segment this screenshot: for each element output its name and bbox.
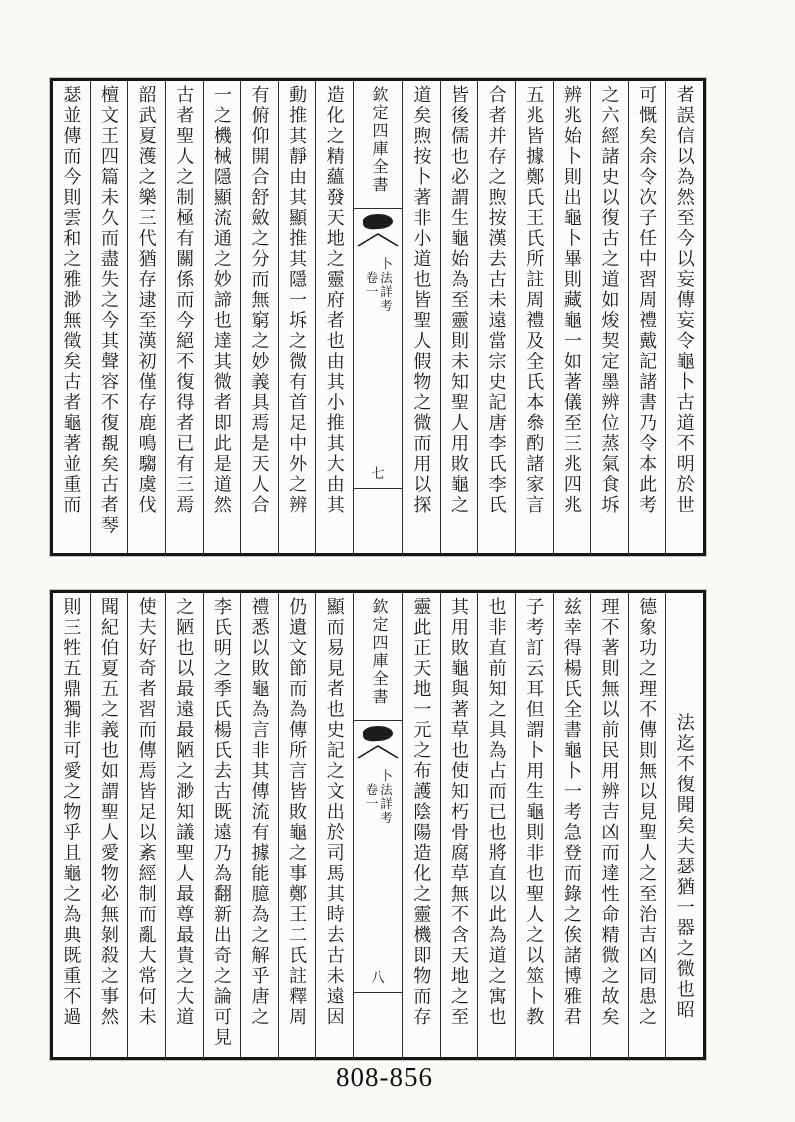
text-column <box>553 593 591 1057</box>
text-column <box>590 81 628 553</box>
column-text: 之六經諸史以復古之道如焌契定墨辨位蒸氣食坼 <box>599 85 620 516</box>
column-text: 聞紀伯夏五之義也如謂聖人愛物必無剝殺之事然 <box>98 597 119 1028</box>
text-column <box>53 81 90 553</box>
text-column <box>553 81 591 553</box>
column-text: 古者聖人之制極有關係而今絕不復得者已有三焉 <box>174 85 195 516</box>
ink-blob-mark <box>363 725 394 742</box>
fishtail-chevron-icon <box>356 743 400 759</box>
spine-rule <box>354 992 402 993</box>
text-column <box>403 593 440 1057</box>
series-title-box <box>354 593 402 721</box>
text-column <box>665 81 703 553</box>
column-text: 瑟並傳而今則雲和之雅渺無徵矣古者龜著並重而 <box>61 85 82 516</box>
text-column <box>590 593 628 1057</box>
text-column <box>203 81 241 553</box>
text-column <box>127 593 165 1057</box>
spine-rule <box>354 488 402 489</box>
text-column <box>403 81 440 553</box>
ink-blob-mark <box>363 213 394 230</box>
column-text: 檀文王四篇未久而盡失之今其聲容不復覩矣古者琴 <box>98 85 119 536</box>
column-text: 子考訂云耳但謂卜用生龜則非也聖人之以筮卜教 <box>524 597 545 1028</box>
folio-number: 七 <box>371 465 385 481</box>
column-text: 造化之精蘊發天地之靈府者也由其小推其大由其 <box>324 85 345 516</box>
column-text: 則三牲五鼎獨非可愛之物乎且龜之為典既重不過 <box>61 597 82 1028</box>
text-column <box>90 81 128 553</box>
column-text: 法迄不復聞矣夫瑟猶一器之微也昭 <box>674 713 695 1021</box>
folio-upper-left-columns <box>53 81 353 553</box>
folio-lower-left-columns <box>53 593 353 1057</box>
catalog-page-number: 808-856 <box>336 1062 433 1092</box>
column-text: 皆後儒也必謂生龜始為至靈則未知聖人用敗龜之 <box>448 85 469 516</box>
column-text: 理不著則無以前民用辨吉凶而達性命精微之故矣 <box>599 597 620 1028</box>
column-text: 合者并存之煦按漢去古未遠當宗史記唐李氏李氏 <box>486 85 507 516</box>
column-text: 其用敗龜與著草也使知朽骨腐草無不含天地之至 <box>448 597 469 1028</box>
column-text: 兹幸得楊氏全書龜卜一考急登而錄之俟諸博雅君 <box>561 597 582 1028</box>
column-text: 者誤信以為然至今以妄傳妄令龜卜古道不明於世 <box>674 85 695 516</box>
text-column <box>628 81 666 553</box>
column-text: 道矣煦按卜著非小道也皆聖人假物之微而用以探 <box>411 85 432 516</box>
column-text: 也非直前知之具為占而已也將直以此為道之寓也 <box>486 597 507 1028</box>
text-column <box>53 593 90 1057</box>
column-text: 可慨矣余令次子任中習周禮戴記諸書乃令本此考 <box>637 85 658 516</box>
folio-lower-right-columns <box>403 593 703 1057</box>
text-column <box>440 593 478 1057</box>
folio-upper <box>50 78 706 556</box>
fishtail-ornament <box>354 209 402 247</box>
text-column <box>165 593 203 1057</box>
center-spine <box>353 81 403 553</box>
column-text: 五兆皆據鄭氏王氏所註周禮及全氏本叅酌諸家言 <box>524 85 545 516</box>
series-title-box <box>354 81 402 209</box>
column-text: 一之機械隱顯流通之妙諦也達其微者即此是道然 <box>211 85 232 516</box>
column-text: 使夫好奇者習而傳焉皆足以紊經制而亂大常何未 <box>136 597 157 1028</box>
column-text: 李氏明之季氏楊氏去古既遠乃為翻新出奇之論可見 <box>211 597 232 1048</box>
text-column <box>240 81 278 553</box>
column-text: 禮悉以敗龜為言非其傳流有據能臆為之解乎唐之 <box>249 597 270 1028</box>
text-column <box>240 593 278 1057</box>
text-column <box>315 81 353 553</box>
text-column <box>477 81 515 553</box>
text-column <box>515 81 553 553</box>
text-column <box>628 593 666 1057</box>
column-text: 顯而易見者也史記之文出於司馬其時去古未遠因 <box>324 597 345 1028</box>
book-title-group <box>365 769 392 825</box>
book-title-group <box>365 257 392 313</box>
text-column <box>127 81 165 553</box>
text-column <box>165 81 203 553</box>
column-text: 靈此正天地一元之布護陰陽造化之靈機即物而存 <box>411 597 432 1028</box>
column-text: 韶武夏濩之樂三代猶存逮至漢初僅存鹿鳴騶虞伐 <box>136 85 157 516</box>
folio-number: 八 <box>371 969 385 985</box>
chapter-label: 卷一 <box>364 783 378 811</box>
series-title: 欽定四庫全書 <box>370 598 387 706</box>
column-text: 動推其靜由其顯推其隱一坼之微有首足中外之辨 <box>287 85 308 516</box>
text-column <box>278 593 316 1057</box>
column-text: 有俯仰開合舒斂之分而無窮之妙義具焉是天人合 <box>249 85 270 516</box>
column-text: 仍遺文節而為傳所言皆敗龜之事鄭王二氏註釋周 <box>287 597 308 1028</box>
text-column <box>278 81 316 553</box>
column-text: 之陋也以最遠最陋之渺知議聖人最尊最貴之大道 <box>174 597 195 1028</box>
text-column <box>203 593 241 1057</box>
book-title: 卜法詳考 <box>378 769 393 825</box>
chapter-label: 卷一 <box>364 271 378 299</box>
fishtail-chevron-icon <box>356 231 400 247</box>
folio-lower <box>50 590 706 1060</box>
folio-upper-right-columns <box>403 81 703 553</box>
text-column <box>515 593 553 1057</box>
text-column <box>665 593 703 1057</box>
text-column <box>315 593 353 1057</box>
text-column <box>477 593 515 1057</box>
fishtail-ornament <box>354 721 402 759</box>
series-title: 欽定四庫全書 <box>370 86 387 194</box>
text-column <box>90 593 128 1057</box>
center-spine <box>353 593 403 1057</box>
text-column <box>440 81 478 553</box>
book-title: 卜法詳考 <box>378 257 393 313</box>
column-text: 辨兆始卜則出龜卜畢則藏龜一如著儀至三兆四兆 <box>561 85 582 516</box>
column-text: 德象功之理不傳則無以見聖人之至治吉凶同患之 <box>637 597 658 1028</box>
